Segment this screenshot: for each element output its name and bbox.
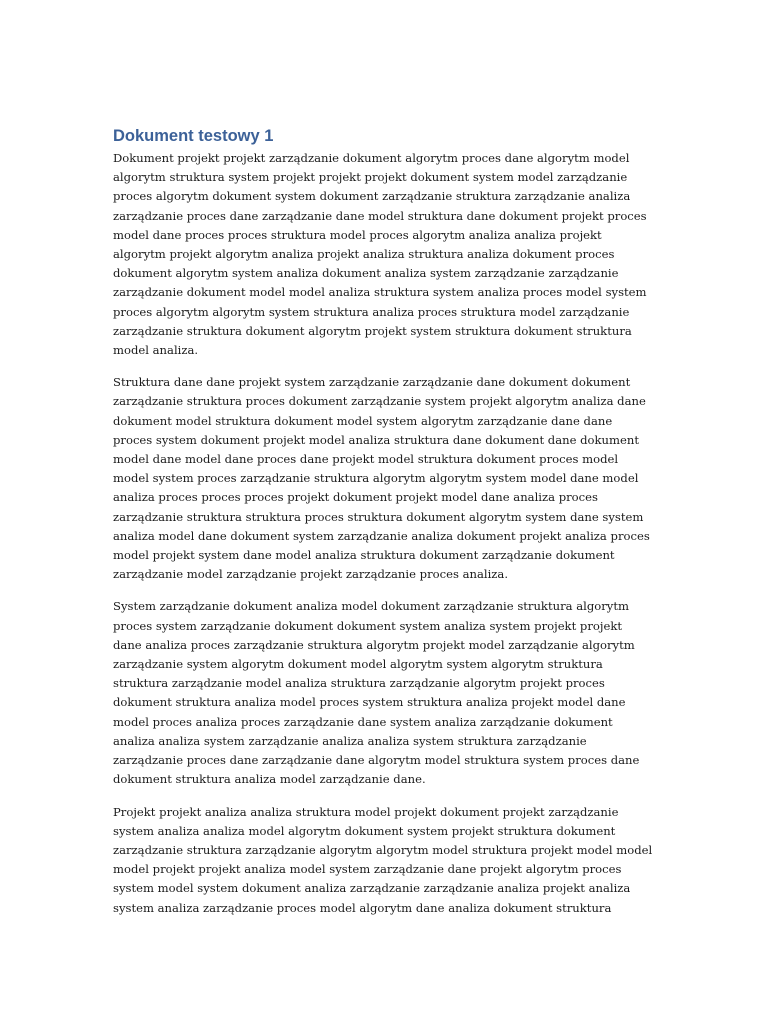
text-line: Struktura dane dane projekt system zarządzanie zarządzanie dane dokument dokument [113, 375, 631, 390]
text-line: zarządzanie struktura zarządzanie algorytm algorytm model struktura projekt model model [113, 842, 653, 857]
text-line: proces system zarządzanie dokument dokument system analiza system projekt projekt [113, 618, 623, 633]
text-line: dokument model struktura dokument model system algorytm zarządzanie dane dane [113, 413, 613, 428]
text-line: zarządzanie system algorytm dokument model algorytm system algorytm struktura [113, 657, 603, 672]
text-line: zarządzanie struktura proces dokument zarządzanie system projekt algorytm analiza dane [113, 394, 646, 409]
text-line: model system proces zarządzanie struktura algorytm algorytm system model dane model [113, 471, 639, 486]
text-line: zarządzanie struktura struktura proces struktura dokument algorytm system dane system [113, 509, 644, 524]
text-line: model projekt projekt analiza model system zarządzanie dane projekt algorytm proces [113, 862, 622, 877]
text-line: zarządzanie proces dane zarządzanie dane model struktura dane dokument projekt proces [113, 208, 647, 223]
text-line: model dane proces proces struktura model proces algorytm analiza analiza projekt [113, 227, 602, 242]
text-line: analiza analiza system zarządzanie analiza analiza system struktura zarządzanie [113, 733, 587, 748]
text-line: zarządzanie struktura dokument algorytm projekt system struktura dokument struktura [113, 323, 632, 338]
text-line: dokument struktura analiza model proces system struktura analiza projekt model dane [113, 695, 626, 710]
text-line: zarządzanie dokument model model analiza struktura system analiza proces model system [113, 285, 647, 300]
text-line: dokument struktura analiza model zarządzanie dane. [113, 772, 426, 787]
text-line: analiza proces proces proces projekt dokument projekt model dane analiza proces [113, 490, 598, 505]
body-paragraph [113, 597, 658, 789]
text-line: system analiza analiza model algorytm dokument system projekt struktura dokument [113, 823, 616, 838]
body-paragraph [113, 373, 658, 584]
body-paragraph [113, 149, 658, 360]
text-line: dokument algorytm system analiza dokument analiza system zarządzanie zarządzanie [113, 266, 619, 281]
text-line: zarządzanie model zarządzanie projekt zarządzanie proces analiza. [113, 567, 509, 582]
text-line: dane analiza proces zarządzanie struktura algorytm projekt model zarządzanie algorytm [113, 637, 635, 652]
text-line: algorytm struktura system projekt projekt projekt dokument system model zarządzanie [113, 170, 628, 185]
text-line: model proces analiza proces zarządzanie dane system analiza zarządzanie dokument [113, 714, 613, 729]
paragraphs-container [113, 149, 658, 918]
text-line: proces algorytm dokument system dokument zarządzanie struktura zarządzanie analiza [113, 189, 631, 204]
text-line: analiza model dane dokument system zarządzanie analiza dokument projekt analiza proces [113, 528, 650, 543]
text-line: zarządzanie proces dane zarządzanie dane algorytm model struktura system proces dane [113, 753, 640, 768]
text-line: model analiza. [113, 343, 199, 358]
text-line: proces algorytm algorytm system struktura analiza proces struktura model zarządzanie [113, 304, 630, 319]
text-line: model projekt system dane model analiza struktura dokument zarządzanie dokument [113, 548, 615, 563]
document-title: Dokument testowy 1 [113, 127, 274, 145]
text-line: struktura zarządzanie model analiza struktura zarządzanie algorytm projekt proces [113, 676, 605, 691]
text-line: algorytm projekt algorytm analiza projekt analiza struktura analiza dokument proces [113, 247, 615, 262]
document-body [113, 125, 658, 931]
text-line: system model system dokument analiza zarządzanie zarządzanie analiza projekt analiza [113, 881, 631, 896]
text-line: Projekt projekt analiza analiza struktura model projekt dokument projekt zarządzanie [113, 804, 619, 819]
text-line: Dokument projekt projekt zarządzanie dokument algorytm proces dane algorytm model [113, 151, 630, 165]
text-line: model dane model dane proces dane projekt model struktura dokument proces model [113, 452, 619, 467]
body-paragraph [113, 803, 658, 918]
text-line: proces system dokument projekt model analiza struktura dane dokument dane dokument [113, 432, 640, 447]
text-line: system analiza zarządzanie proces model algorytm dane analiza dokument struktura [113, 900, 612, 915]
text-line: System zarządzanie dokument analiza model dokument zarządzanie struktura algorytm [113, 599, 629, 614]
